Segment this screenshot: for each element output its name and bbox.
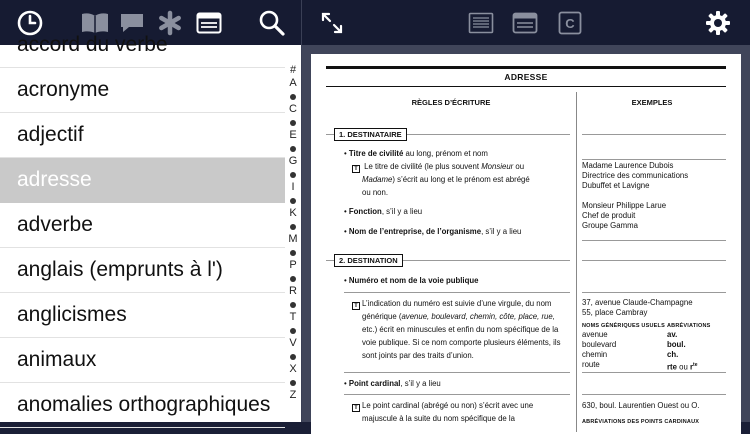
example-line [582, 240, 726, 241]
letter-c-icon[interactable] [554, 0, 586, 45]
page-view-icon[interactable] [465, 0, 497, 45]
list-item-label: acronyme [17, 78, 110, 101]
col-header-rules: RÈGLES D’ÉCRITURE [411, 98, 491, 107]
index-dot [290, 94, 296, 100]
pc-rule: • Point cardinal, s’il y a lieu [344, 379, 441, 388]
section-line [582, 260, 726, 261]
list-item[interactable] [0, 383, 285, 428]
civ-note-3: ou non. [362, 188, 389, 197]
list-item[interactable] [0, 293, 285, 338]
example-line [582, 292, 726, 293]
pc-note-1: T Le point cardinal (abrégé ou non) s’écrit avec une [354, 401, 534, 411]
abbr-list: av. boul. ch. rte ou $r^{te}$ [667, 330, 698, 372]
list-item-selected[interactable] [0, 158, 285, 203]
index-letter[interactable]: M [288, 233, 298, 245]
list-item[interactable] [0, 248, 285, 293]
index-dot [290, 328, 296, 334]
index-letter[interactable]: # [289, 64, 297, 76]
list-item-label: adjectif [17, 123, 84, 146]
example-block-2: Monsieur Philippe Larue Chef de produit Groupe Gamma [582, 201, 667, 230]
index-dot [290, 302, 296, 308]
list-item-label: accord du verbe [17, 33, 168, 56]
gear-icon[interactable] [700, 0, 736, 45]
list-item[interactable] [0, 68, 285, 113]
list-item-label: anomalies orthographiques [17, 393, 271, 416]
index-letter[interactable]: A [289, 77, 297, 89]
list-item[interactable] [0, 113, 285, 158]
noms-header: NOMS GÉNÉRIQUES USUELS [582, 323, 665, 329]
org-rule: • Nom de l’entreprise, de l’organisme, s’il y a lieu [344, 227, 522, 236]
abbr-header: ABRÉVIATIONS [667, 323, 711, 329]
index-dot [290, 250, 296, 256]
list-item-label: adverbe [17, 213, 93, 236]
alpha-index[interactable] [285, 60, 301, 422]
example-block-4: 630, boul. Laurentien Ouest ou O. [582, 401, 700, 410]
index-letter[interactable]: K [289, 207, 297, 219]
pane-divider [301, 0, 302, 422]
index-dot [290, 380, 296, 386]
index-dot [290, 198, 296, 204]
index-letter[interactable]: G [288, 155, 298, 167]
list-item[interactable] [0, 23, 285, 68]
index-letter[interactable]: P [289, 259, 297, 271]
letter-c-label: C [565, 15, 575, 31]
list-item[interactable] [0, 203, 285, 248]
index-letter[interactable]: X [289, 363, 297, 375]
civ-note: T Le titre de civilité (le plus souvent Monsieur ou [354, 162, 525, 172]
index-letter[interactable]: V [289, 337, 297, 349]
rule-line [344, 372, 570, 373]
t-box-icon: T [352, 302, 360, 310]
example-block-3: 37, avenue Claude-Champagne 55, place Cambray [582, 298, 693, 317]
document-pane[interactable] [302, 45, 750, 425]
top-rule [326, 66, 726, 69]
list-item-label: anglicismes [17, 303, 127, 326]
voie-rule: • Numéro et nom de la voie publique [344, 276, 479, 285]
t-box-icon: T [352, 165, 360, 173]
pc-note-2: majuscule à la suite du nom spécifique de la [362, 414, 515, 423]
voie-note-4: voie publique. Si ce nom comporte plusieurs éléments, ils [362, 338, 561, 347]
expand-icon[interactable] [316, 0, 348, 45]
t-box-icon: T [352, 404, 360, 412]
index-letter[interactable]: R [289, 285, 297, 297]
noms-list: avenue boulevard chemin route [582, 330, 617, 369]
index-letter[interactable]: C [289, 103, 297, 115]
section-destinataire: 1. DESTINATAIRE [334, 128, 407, 141]
index-letter[interactable]: Z [289, 389, 297, 401]
index-letter[interactable]: T [289, 311, 297, 323]
example-line [582, 394, 726, 395]
list-item-label: adresse [17, 168, 92, 191]
rule-line [344, 394, 570, 395]
document-page [311, 54, 741, 434]
section-destination: 2. DESTINATION [334, 254, 403, 267]
list-item-label: animaux [17, 348, 97, 371]
rule-line [344, 292, 570, 293]
doc-title: ADRESSE [504, 72, 548, 82]
index-dot [290, 120, 296, 126]
title-rule [326, 86, 726, 87]
voie-note-5: sont joints par des traits d’union. [362, 351, 474, 360]
index-dot [290, 224, 296, 230]
voie-note-2: générique (avenue, boulevard, chemin, côte, place, rue, [362, 312, 555, 321]
index-letter[interactable]: I [291, 181, 295, 193]
index-dot [290, 172, 296, 178]
pc-abbr-header: ABRÉVIATIONS DES POINTS CARDINAUX [582, 419, 700, 425]
civ-note-2: Madame) s’écrit au long et le prénom est abrégé [362, 175, 530, 184]
section-line [582, 134, 726, 135]
column-separator [576, 92, 577, 432]
example-line [582, 372, 726, 373]
index-dot [290, 354, 296, 360]
index-dot [290, 276, 296, 282]
index-letter[interactable]: E [289, 129, 297, 141]
voie-note-1: T L’indication du numéro est suivie d’une virgule, du nom [354, 299, 552, 309]
fonction-rule: • Fonction, s’il y a lieu [344, 207, 423, 216]
example-line [582, 159, 726, 160]
list-item[interactable] [0, 338, 285, 383]
index-dot [290, 146, 296, 152]
example-block-1: Madame Laurence Dubois Directrice des communications Dubuffet et Lavigne [582, 161, 689, 190]
term-list[interactable] [0, 33, 301, 422]
voie-note-3: etc.) écrit en minuscules et enfin du nom spécifique de la [362, 325, 559, 334]
col-header-examples: EXEMPLES [631, 98, 673, 107]
list-item-label: anglais (emprunts à l') [17, 258, 223, 281]
civ-rule: • Titre de civilité au long, prénom et nom [344, 149, 488, 158]
card-view-icon[interactable] [509, 0, 541, 45]
